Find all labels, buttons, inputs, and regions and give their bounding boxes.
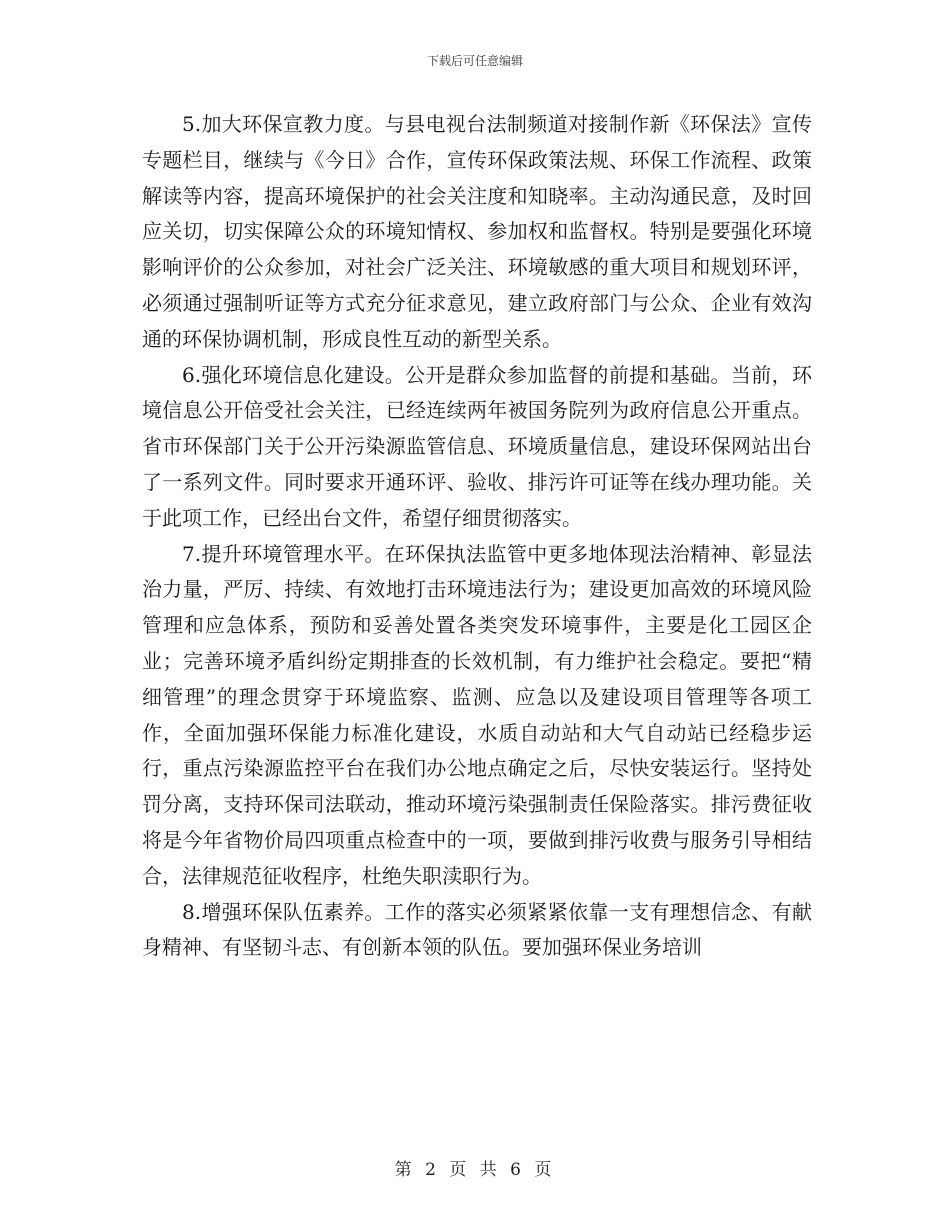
paragraph-5: 5.加大环保宣教力度。与县电视台法制频道对接制作新《环保法》宣传专题栏目，继续与《今日》合作，宣传环保政策法规、环保工作流程、政策解读等内容，提高环境保护的社会关注度和知晓率。主动沟通民意，及时回应关切，切实保障公众的环境知情权、参加权和监督权。特别是要强化环境影响评价的公众参加，对社会广泛关注、环境敏感的重大项目和规划环评，必须通过强制听证等方式充分征求意见，建立政府部门与公众、企业有效沟通的环保协调机制，形成良性互动的新型关系。 [142, 112, 812, 351]
paragraph-8: 8.增强环保队伍素养。工作的落实必须紧紧依靠一支有理想信念、有献身精神、有坚韧斗志、有创新本领的队伍。要加强环保业务培训 [142, 899, 812, 960]
paragraph-7: 7.提升环境管理水平。在环保执法监管中更多地体现法治精神、彰显法治力量，严厉、持续、有效地打击环境违法行为；建设更加高效的环境风险管理和应急体系，预防和妥善处置各类突发环境事件，主要是化工园区企业；完善环境矛盾纠纷定期排查的长效机制，有力维护社会稳定。要把“精细管理”的理念贯穿于环境监察、监测、应急以及建设项目管理等各项工作，全面加强环保能力标准化建设，水质自动站和大气自动站已经稳步运行，重点污染源监控平台在我们办公地点确定之后，尽快安装运行。坚持处罚分离，支持环保司法联动，推动环境污染强制责任保险落实。排污费征收将是今年省物价局四项重点检查中的一项，要做到排污收费与服务引导相结合，法律规范征收程序，杜绝失职渎职行为。 [142, 541, 812, 888]
page-header: 下载后可任意编辑 [426, 54, 523, 68]
page-number-footer: 第 2 页 共 6 页 [394, 1160, 556, 1180]
paragraph-6: 6.强化环境信息化建设。公开是群众参加监督的前提和基础。当前，环境信息公开倍受社会关注，已经连续两年被国务院列为政府信息公开重点。省市环保部门关于公开污染源监管信息、环境质量信息，建设环保网站出台了一系列文件。同时要求开通环评、验收、排污许可证等在线办理功能。关于此项工作，已经出台文件，希望仔细贯彻落实。 [142, 362, 812, 530]
document-body [142, 107, 812, 966]
